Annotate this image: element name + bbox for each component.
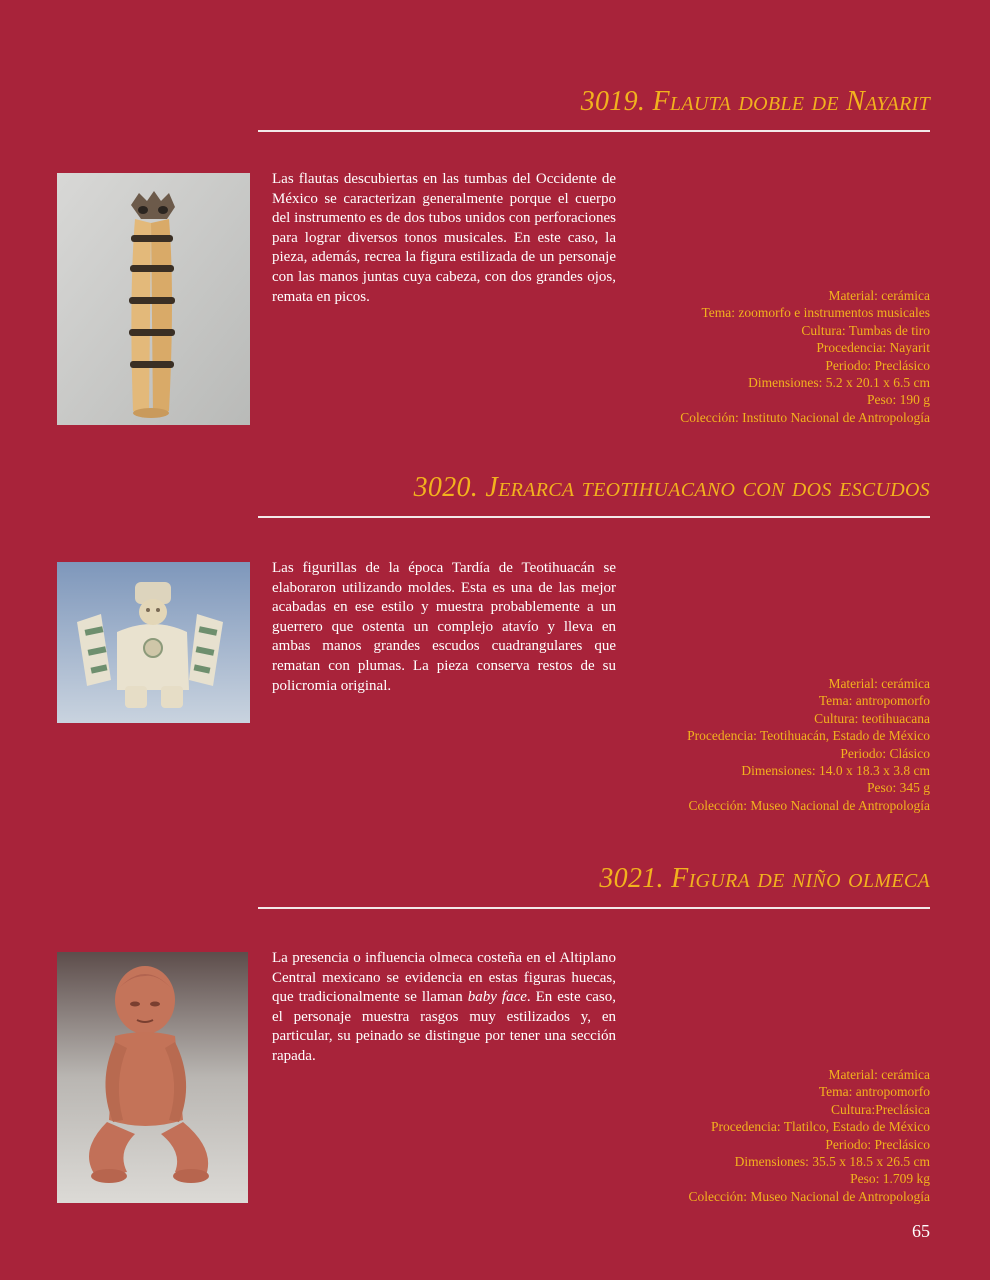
meta-cultura: Cultura:Preclásica	[831, 1101, 930, 1117]
flute-photo	[57, 173, 250, 425]
meta-procedencia: Procedencia: Tlatilco, Estado de México	[710, 1119, 930, 1135]
title-initial: J	[485, 472, 499, 503]
item-number: 3020.	[413, 472, 479, 503]
title-text: igura de niño olmeca	[688, 863, 930, 894]
meta-procedencia: Procedencia: Nayarit	[816, 340, 930, 356]
item-metadata	[610, 675, 930, 814]
item-title	[414, 472, 930, 504]
meta-coleccion: Colección: Museo Nacional de Antropología	[688, 1188, 930, 1204]
meta-tema: Tema: antropomorfo	[818, 693, 930, 709]
title-text-2: ayarit	[865, 86, 930, 117]
page-number: 65	[912, 1221, 930, 1241]
item-description	[272, 949, 616, 1067]
item-metadata	[610, 287, 930, 426]
title-initial: F	[671, 863, 689, 894]
title-divider	[258, 907, 930, 909]
meta-periodo: Periodo: Preclásico	[825, 357, 930, 373]
meta-dimensiones: Dimensiones: 35.5 x 18.5 x 26.5 cm	[734, 1154, 930, 1170]
meta-procedencia: Procedencia: Teotihuacán, Estado de México	[687, 728, 930, 744]
meta-periodo: Periodo: Clásico	[840, 745, 930, 761]
meta-material: Material: cerámica	[828, 676, 930, 691]
meta-peso: Peso: 345 g	[866, 780, 930, 796]
meta-material: Material: cerámica	[828, 288, 930, 303]
item-description: Las figurillas de la época Tardía de Teotihuacán se elaboraron utilizando moldes. Esta es una de las mejor acabadas en ese estilo y muestra probablemente a un guerrero que ostenta un complejo atavío y lleva en ambas manos grandes escudos cuadrangulares que rematan con plumas. La pieza conserva restos de su policromia original.	[272, 560, 616, 694]
meta-coleccion: Colección: Instituto Nacional de Antropología	[680, 409, 930, 425]
meta-cultura: Cultura: Tumbas de tiro	[801, 322, 930, 338]
item-title	[581, 86, 930, 118]
title-text: lauta doble de	[669, 86, 847, 117]
meta-material: Material: cerámica	[828, 1067, 930, 1082]
meta-dimensiones: Dimensiones: 14.0 x 18.3 x 3.8 cm	[741, 763, 930, 779]
title-divider	[258, 130, 930, 132]
title-text: erarca teotihuacano con dos escudos	[498, 472, 930, 503]
title-divider	[258, 516, 930, 518]
title-initial-2: N	[846, 86, 866, 117]
baby-figure-photo	[57, 952, 248, 1203]
meta-cultura: Cultura: teotihuacana	[814, 710, 930, 726]
item-description: Las flautas descubiertas en las tumbas del Occidente de México se caracterizan generalmente porque el cuerpo del instrumento es de dos tubos unidos con perforaciones para lograr diversos tonos musicales. En este caso, la pieza, además, recrea la figura estilizada de un personaje con las manos juntas cuya cabeza, con dos grandes ojos, remata en picos.	[272, 171, 616, 305]
description-text: La presencia o influencia olmeca costeña en el Altiplano Central mexicano se evidencia en estas figuras huecas, que tradicionalmente se llaman	[272, 950, 616, 1006]
meta-dimensiones: Dimensiones: 5.2 x 20.1 x 6.5 cm	[748, 375, 930, 391]
meta-periodo: Periodo: Preclásico	[825, 1136, 930, 1152]
meta-peso: Peso: 1.709 kg	[850, 1171, 930, 1187]
figurine-photo	[57, 562, 250, 723]
description-italic: baby face	[467, 989, 527, 1006]
meta-coleccion: Colección: Museo Nacional de Antropología	[688, 797, 930, 813]
item-metadata	[610, 1066, 930, 1205]
item-title	[599, 863, 930, 895]
item-number: 3021.	[599, 863, 664, 894]
title-initial: F	[652, 86, 670, 117]
description-text-end: . En este caso, el personaje muestra rasgos muy estilizados y, en particular, su peinado se distingue por tener una sección rapada.	[272, 989, 617, 1064]
meta-peso: Peso: 190 g	[866, 392, 930, 408]
meta-tema: Tema: antropomorfo	[818, 1084, 930, 1100]
meta-tema: Tema: zoomorfo e instrumentos musicales	[701, 305, 930, 321]
item-number: 3019.	[580, 86, 646, 117]
